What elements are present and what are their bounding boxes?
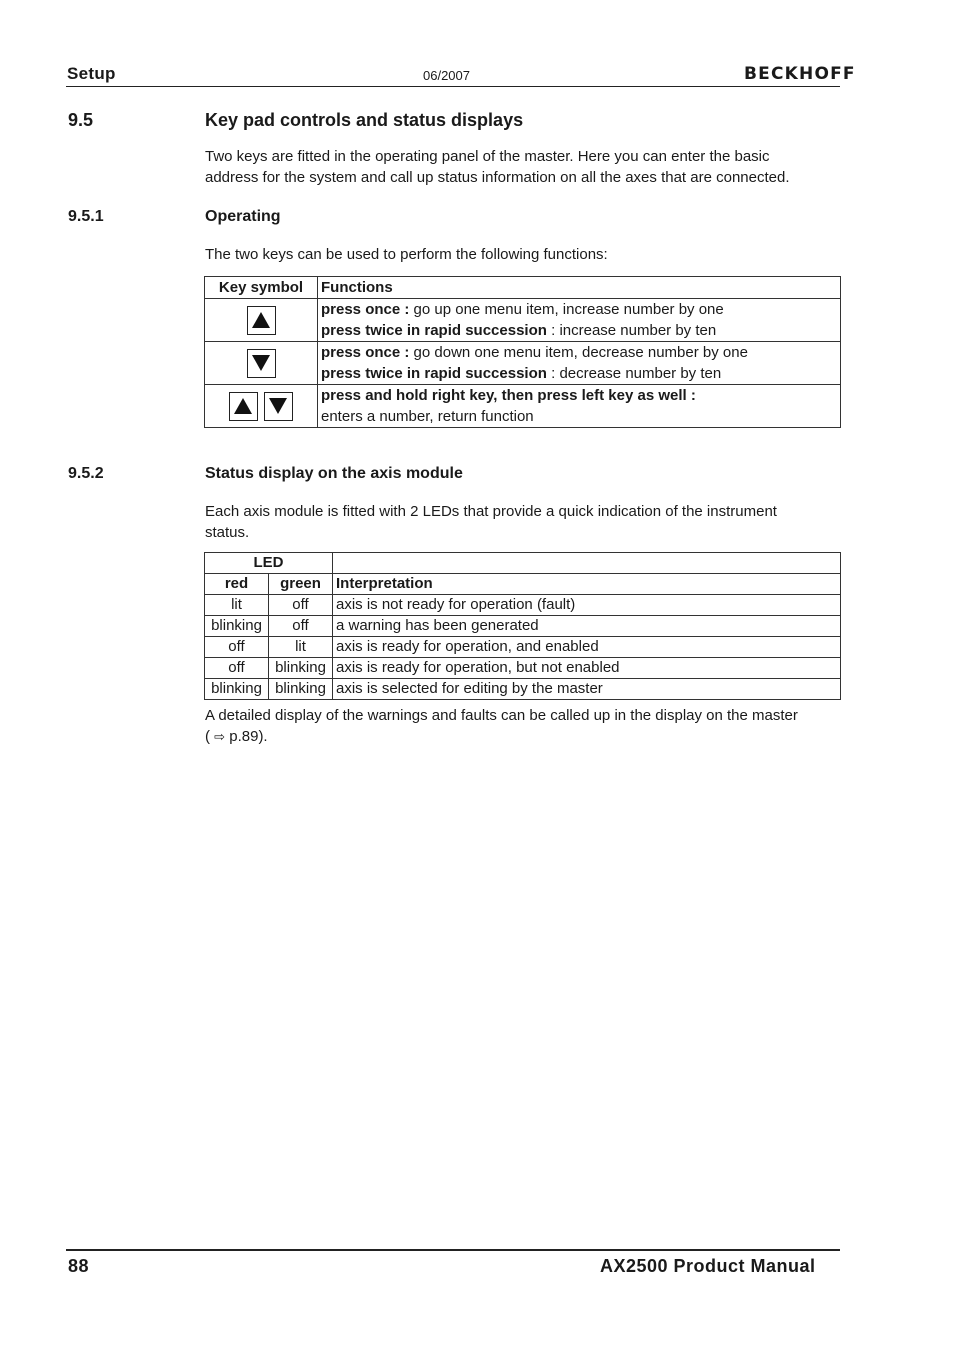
function-key-action: press once : [321, 301, 410, 318]
header-section-title: Setup [67, 64, 116, 83]
led-green-state: off [269, 616, 333, 637]
page-reference-arrow-icon: ⇨ [214, 730, 226, 745]
up-arrow-key-icon [247, 306, 276, 335]
led-red-state: blinking [205, 616, 269, 637]
function-desc: go down one menu item, decrease number by one [409, 344, 748, 361]
header-divider [66, 86, 840, 87]
table-header-row [205, 574, 841, 595]
led-red-state: blinking [205, 679, 269, 700]
note-line [205, 726, 845, 748]
table-row [205, 679, 841, 700]
page-reference-link[interactable]: p.89). [225, 728, 268, 745]
section-title: Key pad controls and status displays [205, 110, 524, 130]
note-text: ( [205, 728, 215, 745]
subsection-number: 9.5.2 [68, 465, 104, 482]
function-desc: go up one menu item, increase number by one [409, 301, 724, 318]
led-red-state: lit [205, 595, 269, 616]
intro-line: Each axis module is fitted with 2 LEDs that provide a quick indication of the instrument [205, 503, 777, 520]
table-row [205, 595, 841, 616]
brand-logo: BECKHOFF [744, 64, 856, 84]
subsection-title: Operating [205, 208, 281, 225]
header-key-symbol: Key symbol [205, 277, 318, 299]
table-header-row [205, 277, 841, 299]
down-arrow-key-icon [264, 392, 293, 421]
table-row [205, 385, 841, 428]
function-desc: : increase number by ten [546, 322, 717, 339]
led-green-state: off [269, 595, 333, 616]
key-symbol-cell [205, 342, 318, 385]
led-interpretation: axis is not ready for operation (fault) [333, 595, 841, 616]
function-key-action: press once : [321, 344, 410, 361]
subsection-number: 9.5.1 [68, 208, 104, 225]
function-cell [318, 342, 841, 385]
led-green-state: blinking [269, 679, 333, 700]
subsection-intro [205, 501, 845, 543]
note-line: A detailed display of the warnings and faults can be called up in the display on the master [205, 707, 798, 724]
header-empty [333, 553, 841, 574]
function-desc: : decrease number by ten [546, 365, 722, 382]
table-header-row [205, 553, 841, 574]
table-row [205, 616, 841, 637]
table-row [205, 658, 841, 679]
note-paragraph [205, 705, 845, 748]
section-number: 9.5 [68, 110, 94, 130]
table-row [205, 342, 841, 385]
key-symbol-cell [205, 385, 318, 428]
manual-title: AX2500 Product Manual [600, 1256, 816, 1276]
header-led: LED [205, 553, 333, 574]
subsection-intro: The two keys can be used to perform the following functions: [205, 246, 608, 263]
subsection-title: Status display on the axis module [205, 465, 463, 482]
intro-line: Two keys are fitted in the operating panel of the master. Here you can enter the basic [205, 148, 770, 165]
led-interpretation: axis is ready for operation, but not enabled [333, 658, 841, 679]
led-interpretation: axis is ready for operation, and enabled [333, 637, 841, 658]
led-interpretation: a warning has been generated [333, 616, 841, 637]
header-green: green [269, 574, 333, 595]
intro-line: status. [205, 524, 250, 541]
up-arrow-key-icon [229, 392, 258, 421]
header-date: 06/2007 [423, 68, 470, 83]
led-red-state: off [205, 658, 269, 679]
function-key-action: press twice in rapid succession [321, 365, 547, 382]
led-interpretation: axis is selected for editing by the master [333, 679, 841, 700]
header-red: red [205, 574, 269, 595]
intro-line: address for the system and call up status information on all the axes that are connected. [205, 169, 790, 186]
footer-divider [66, 1249, 840, 1251]
section-intro [205, 146, 845, 188]
header-functions: Functions [318, 277, 841, 299]
table-row [205, 299, 841, 342]
led-red-state: off [205, 637, 269, 658]
function-cell [318, 299, 841, 342]
led-status-table [204, 552, 841, 700]
table-row [205, 637, 841, 658]
page-number: 88 [68, 1256, 90, 1276]
led-green-state: lit [269, 637, 333, 658]
function-cell [318, 385, 841, 428]
led-green-state: blinking [269, 658, 333, 679]
key-symbol-cell [205, 299, 318, 342]
function-key-action: press twice in rapid succession [321, 322, 547, 339]
function-key-action: press and hold right key, then press left key as well : [321, 387, 696, 404]
down-arrow-key-icon [247, 349, 276, 378]
header-interpretation: Interpretation [333, 574, 841, 595]
key-functions-table [204, 276, 841, 428]
function-desc: enters a number, return function [321, 408, 534, 425]
